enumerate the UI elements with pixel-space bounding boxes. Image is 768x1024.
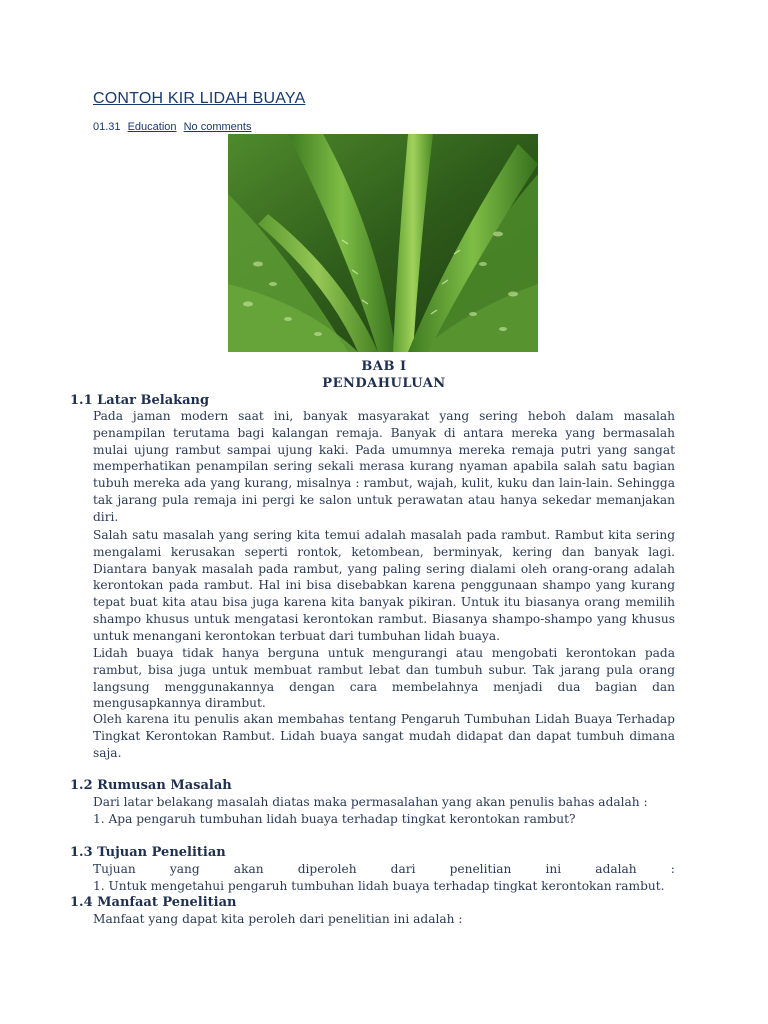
post-meta [93,121,251,133]
intro-word: dari [390,862,416,876]
intro-word: penelitian [449,862,512,876]
chapter-number: BAB I [361,359,407,374]
section-1-4-intro: Manfaat yang dapat kita peroleh dari penelitian ini adalah : [93,912,463,926]
intro-word: adalah [595,862,637,876]
section-1-3-heading: 1.3 Tujuan Penelitian [70,845,226,860]
section-1-3-intro [93,861,675,878]
aloe-vera-image [228,134,538,352]
section-1-1-paragraph-3: Lidah buaya tidak hanya berguna untuk mengurangi atau mengobati kerontokan pada rambut, bisa juga untuk membuat rambut lebat dan tumbuh subur. Tak jarang pula orang langsung menggunakannya dengan cara membelahnya menjadi dua bagian dan mengusapkannya dirambut. [93,646,675,711]
post-time: 01.31 [93,121,121,133]
comments-link[interactable]: No comments [183,121,252,133]
intro-word: diperoleh [297,862,357,876]
section-1-1-paragraph-2: Salah satu masalah yang sering kita temui adalah masalah pada rambut. Rambut kita sering mengalami kerusakan seperti rontok, ketombean, berminyak, kering dan banyak lagi. Diantara banyak masalah pada rambut, yang paling sering dialami oleh orang-orang adalah kerontokan pada rambut. Hal ini bisa disebabkan karena penggunaan shampo yang kurang tepat buat kita atau bisa juga karena kita banyak pikiran. Untuk itu biasanya orang memilih shampo khusus untuk mengatasi kerontokan rambut. Biasanya shampo-shampo yang khusus untuk menangani kerontokan terbuat dari tumbuhan lidah buaya. [93,528,675,643]
section-1-2-intro: Dari latar belakang masalah diatas maka permasalahan yang akan penulis bahas adalah : [93,795,648,809]
section-1-1-paragraph-4: Oleh karena itu penulis akan membahas tentang Pengaruh Tumbuhan Lidah Buaya Terhadap Tingkat Kerontokan Rambut. Lidah buaya sangat mudah didapat dan dapat tumbuh dimana saja. [93,712,675,760]
section-1-1-heading: 1.1 Latar Belakang [70,393,210,408]
intro-word: ini [545,862,562,876]
intro-word: Tujuan [93,862,136,876]
section-1-2-item: 1. Apa pengaruh tumbuhan lidah buaya terhadap tingkat kerontokan rambut? [93,812,576,826]
aloe-vera-illustration [228,134,538,352]
chapter-name: PENDAHULUAN [322,376,446,391]
section-1-4-heading: 1.4 Manfaat Penelitian [70,895,237,910]
section-1-1-paragraph-1: Pada jaman modern saat ini, banyak masyarakat yang sering heboh dalam masalah penampilan terutama bagi kalangan remaja. Banyak di antara mereka yang bermasalah mulai ujung rambut sampai ujung kaki. Pada umumnya mereka remaja putri yang sangat memperhatikan penampilan sering sekali merasa kurang nyaman apabila salah satu bagian tubuh mereka ada yang kurang, misalnya : rambut, wajah, kulit, kuku dan lain-lain. Sehingga tak jarang pula remaja ini pergi ke salon untuk perawatan atau hanya sekedar memanjakan diri. [93,409,675,524]
intro-word: akan [233,862,264,876]
intro-word: yang [169,862,200,876]
post-title[interactable]: CONTOH KIR LIDAH BUAYA [93,90,306,107]
section-1-3-item: 1. Untuk mengetahui pengaruh tumbuhan lidah buaya terhadap tingkat kerontokan rambut. [93,879,665,893]
intro-word: : [670,862,675,876]
section-1-2-heading: 1.2 Rumusan Masalah [70,778,232,793]
category-link[interactable]: Education [127,121,177,133]
